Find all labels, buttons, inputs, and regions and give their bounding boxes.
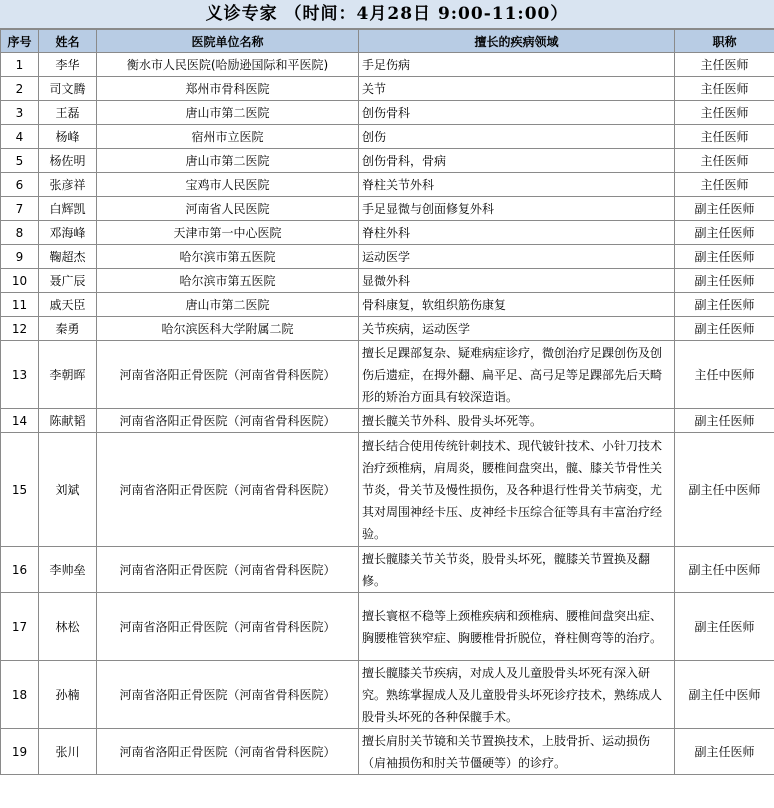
cell-no: 3	[1, 101, 39, 125]
header-title: 职称	[675, 30, 774, 53]
cell-title: 主任医师	[675, 101, 774, 125]
cell-name: 戚天臣	[39, 293, 97, 317]
header-row	[1, 30, 774, 53]
cell-name: 杨佐明	[39, 149, 97, 173]
cell-name: 邓海峰	[39, 221, 97, 245]
cell-name: 秦勇	[39, 317, 97, 341]
cell-hospital: 河南省洛阳正骨医院（河南省骨科医院）	[97, 547, 359, 593]
cell-no: 14	[1, 409, 39, 433]
cell-name: 王磊	[39, 101, 97, 125]
cell-title: 主任医师	[675, 77, 774, 101]
cell-no: 12	[1, 317, 39, 341]
cell-name: 孙楠	[39, 661, 97, 729]
sheet-title: 义诊专家 （时间：4月28日 9:00-11:00）	[0, 0, 774, 29]
cell-hospital: 唐山市第二医院	[97, 101, 359, 125]
table-row	[1, 149, 774, 173]
cell-hospital: 河南省人民医院	[97, 197, 359, 221]
cell-title: 副主任中医师	[675, 547, 774, 593]
cell-no: 11	[1, 293, 39, 317]
expert-table	[0, 29, 774, 775]
cell-title: 副主任医师	[675, 729, 774, 775]
table-body	[1, 53, 774, 775]
cell-field: 显微外科	[359, 269, 675, 293]
cell-hospital: 唐山市第二医院	[97, 293, 359, 317]
cell-no: 2	[1, 77, 39, 101]
table-row	[1, 661, 774, 729]
cell-hospital: 宝鸡市人民医院	[97, 173, 359, 197]
cell-field: 创伤骨科	[359, 101, 675, 125]
cell-field: 脊柱外科	[359, 221, 675, 245]
cell-name: 白辉凯	[39, 197, 97, 221]
cell-field: 手足显微与创面修复外科	[359, 197, 675, 221]
cell-no: 17	[1, 593, 39, 661]
cell-no: 10	[1, 269, 39, 293]
cell-field: 擅长寰枢不稳等上颈椎疾病和颈椎病、腰椎间盘突出症、胸腰椎管狭窄症、胸腰椎骨折脱位，脊柱侧弯等的治疗。	[359, 593, 675, 661]
cell-name: 聂广辰	[39, 269, 97, 293]
cell-name: 李华	[39, 53, 97, 77]
cell-name: 李朝晖	[39, 341, 97, 409]
cell-title: 副主任医师	[675, 269, 774, 293]
cell-hospital: 宿州市立医院	[97, 125, 359, 149]
cell-field: 创伤	[359, 125, 675, 149]
cell-no: 7	[1, 197, 39, 221]
cell-no: 18	[1, 661, 39, 729]
table-row	[1, 293, 774, 317]
cell-title: 副主任医师	[675, 221, 774, 245]
cell-title: 主任医师	[675, 125, 774, 149]
cell-field: 关节	[359, 77, 675, 101]
cell-field: 创伤骨科，骨病	[359, 149, 675, 173]
cell-name: 司文腾	[39, 77, 97, 101]
cell-no: 4	[1, 125, 39, 149]
cell-no: 13	[1, 341, 39, 409]
header-field: 擅长的疾病领域	[359, 30, 675, 53]
cell-no: 5	[1, 149, 39, 173]
cell-field: 擅长足踝部复杂、疑难病症诊疗，微创治疗足踝创伤及创伤后遗症，在拇外翻、扁平足、高弓足等足踝部先后天畸形的矫治方面具有较深造诣。	[359, 341, 675, 409]
cell-hospital: 河南省洛阳正骨医院（河南省骨科医院）	[97, 593, 359, 661]
cell-name: 鞠超杰	[39, 245, 97, 269]
cell-field: 擅长肩肘关节镜和关节置换技术，上肢骨折、运动损伤（肩袖损伤和肘关节僵硬等）的诊疗。	[359, 729, 675, 775]
cell-field: 运动医学	[359, 245, 675, 269]
cell-no: 16	[1, 547, 39, 593]
table-row	[1, 53, 774, 77]
cell-name: 陈献韬	[39, 409, 97, 433]
cell-title: 副主任医师	[675, 593, 774, 661]
cell-hospital: 哈尔滨市第五医院	[97, 269, 359, 293]
cell-name: 林松	[39, 593, 97, 661]
cell-title: 副主任医师	[675, 245, 774, 269]
cell-title: 主任医师	[675, 173, 774, 197]
table-row	[1, 245, 774, 269]
header-no: 序号	[1, 30, 39, 53]
cell-hospital: 天津市第一中心医院	[97, 221, 359, 245]
cell-hospital: 哈尔滨市第五医院	[97, 245, 359, 269]
cell-name: 张川	[39, 729, 97, 775]
cell-no: 9	[1, 245, 39, 269]
cell-field: 关节疾病，运动医学	[359, 317, 675, 341]
cell-hospital: 郑州市骨科医院	[97, 77, 359, 101]
cell-no: 8	[1, 221, 39, 245]
table-row	[1, 593, 774, 661]
cell-title: 主任中医师	[675, 341, 774, 409]
cell-title: 副主任医师	[675, 293, 774, 317]
cell-field: 擅长髋膝关节疾病，对成人及儿童股骨头坏死有深入研究。熟练掌握成人及儿童股骨头坏死诊疗技术，熟练成人股骨头坏死的各种保髋手术。	[359, 661, 675, 729]
header-name: 姓名	[39, 30, 97, 53]
cell-no: 19	[1, 729, 39, 775]
table-row	[1, 433, 774, 547]
cell-hospital: 哈尔滨医科大学附属二院	[97, 317, 359, 341]
cell-name: 杨峰	[39, 125, 97, 149]
cell-hospital: 河南省洛阳正骨医院（河南省骨科医院）	[97, 433, 359, 547]
cell-title: 主任医师	[675, 149, 774, 173]
cell-no: 1	[1, 53, 39, 77]
table-row	[1, 409, 774, 433]
table-row	[1, 173, 774, 197]
cell-name: 张彦祥	[39, 173, 97, 197]
cell-title: 副主任中医师	[675, 661, 774, 729]
cell-field: 擅长髋关节外科、股骨头坏死等。	[359, 409, 675, 433]
cell-title: 副主任医师	[675, 409, 774, 433]
cell-hospital: 唐山市第二医院	[97, 149, 359, 173]
cell-hospital: 衡水市人民医院(哈励逊国际和平医院)	[97, 53, 359, 77]
table-row	[1, 547, 774, 593]
cell-no: 6	[1, 173, 39, 197]
cell-hospital: 河南省洛阳正骨医院（河南省骨科医院）	[97, 409, 359, 433]
table-row	[1, 729, 774, 775]
cell-no: 15	[1, 433, 39, 547]
table-row	[1, 221, 774, 245]
cell-field: 手足伤病	[359, 53, 675, 77]
table-row	[1, 317, 774, 341]
table-row	[1, 77, 774, 101]
table-row	[1, 101, 774, 125]
header-hospital: 医院单位名称	[97, 30, 359, 53]
table-row	[1, 197, 774, 221]
cell-title: 副主任中医师	[675, 433, 774, 547]
table-row	[1, 341, 774, 409]
table-row	[1, 125, 774, 149]
cell-hospital: 河南省洛阳正骨医院（河南省骨科医院）	[97, 729, 359, 775]
cell-field: 骨科康复，软组织筋伤康复	[359, 293, 675, 317]
cell-name: 刘斌	[39, 433, 97, 547]
cell-name: 李帅垒	[39, 547, 97, 593]
cell-field: 擅长髋膝关节关节炎，股骨头坏死，髋膝关节置换及翻修。	[359, 547, 675, 593]
cell-field: 擅长结合使用传统针刺技术、现代铍针技术、小针刀技术治疗颈椎病，肩周炎，腰椎间盘突出，髋、膝关节骨性关节炎，骨关节及慢性损伤，及各种退行性骨关节病变，尤其对周围神经卡压、皮神经卡压综合征等具有丰富治疗经验。	[359, 433, 675, 547]
cell-field: 脊柱关节外科	[359, 173, 675, 197]
cell-title: 副主任医师	[675, 317, 774, 341]
cell-title: 副主任医师	[675, 197, 774, 221]
table-row	[1, 269, 774, 293]
cell-title: 主任医师	[675, 53, 774, 77]
cell-hospital: 河南省洛阳正骨医院（河南省骨科医院）	[97, 341, 359, 409]
cell-hospital: 河南省洛阳正骨医院（河南省骨科医院）	[97, 661, 359, 729]
